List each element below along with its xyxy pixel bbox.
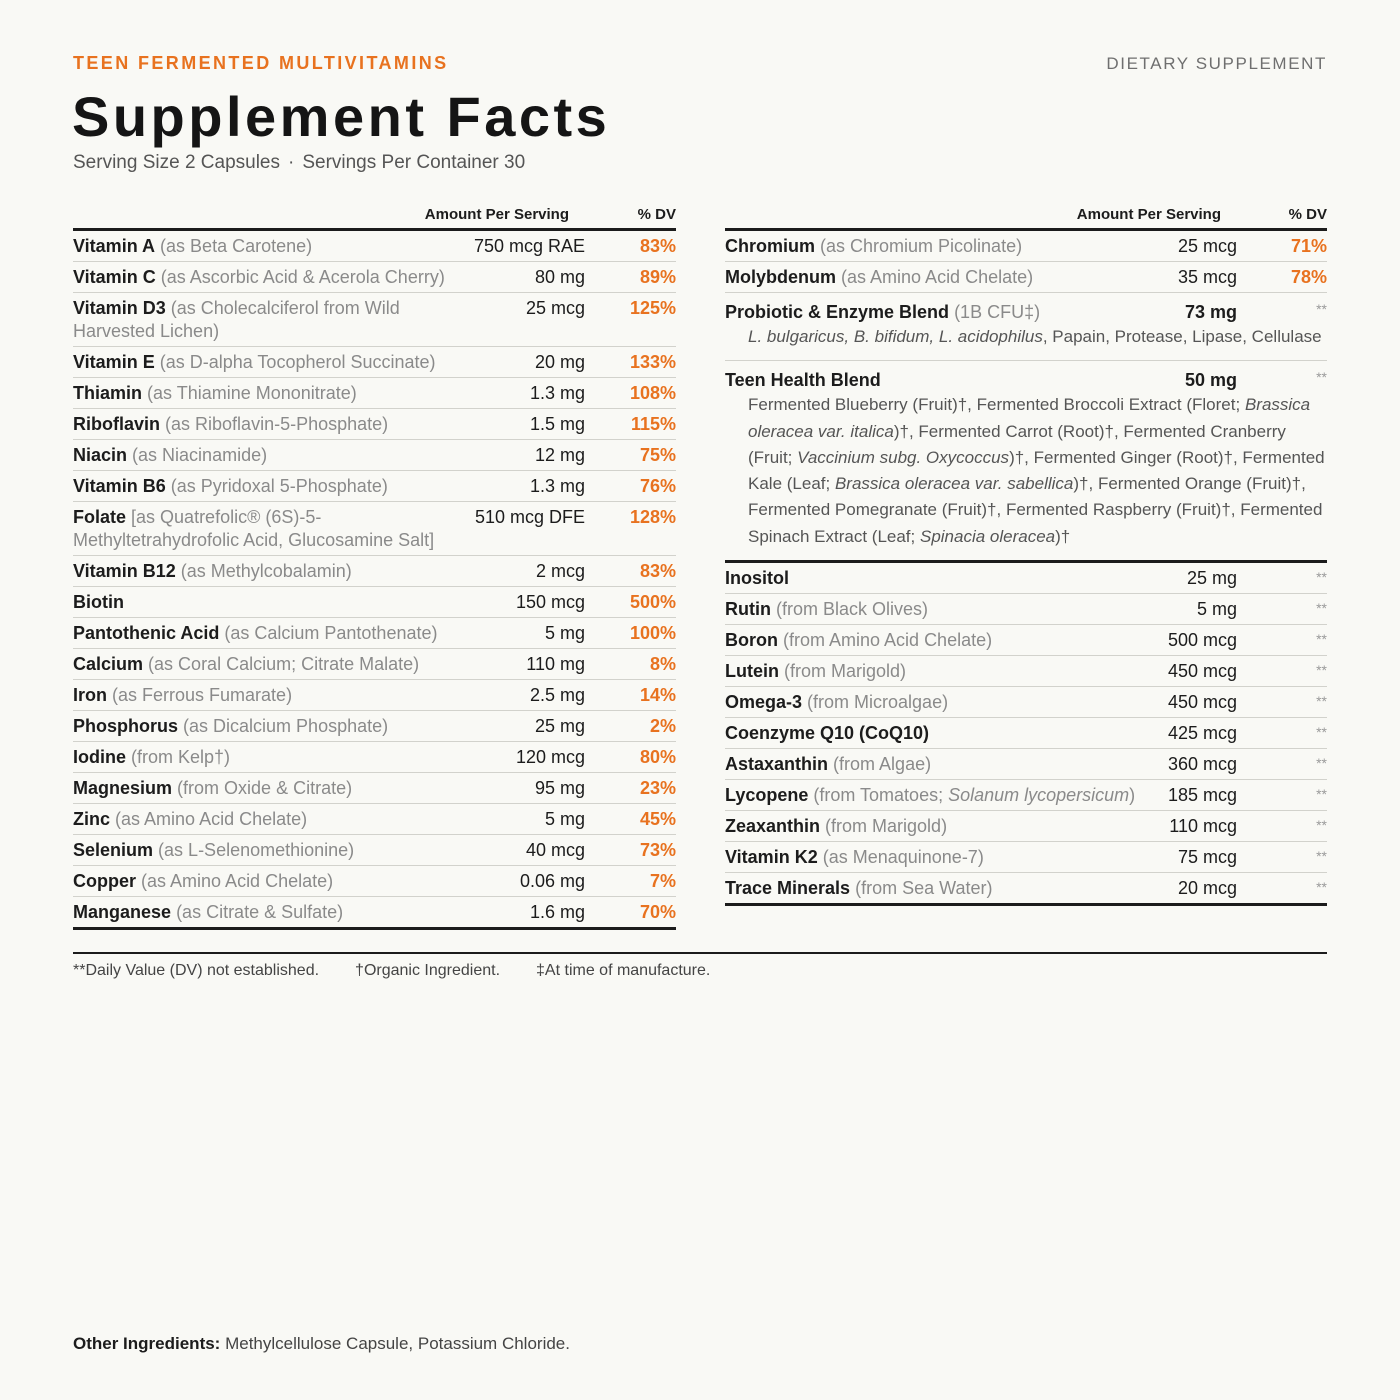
- nutrient-amount: 1.3 mg: [529, 383, 585, 403]
- table-row: [725, 780, 1327, 811]
- nutrient-dv: 100%: [629, 623, 676, 643]
- table-row: [73, 804, 676, 835]
- nutrient-dv: **: [1316, 693, 1327, 710]
- blend-desc-rest: , Papain, Protease, Lipase, Cellulase: [1042, 327, 1322, 346]
- nutrient-source: (as Ascorbic Acid & Acerola Cherry): [160, 267, 445, 287]
- nutrient-source: (as Dicalcium Phosphate): [183, 716, 389, 736]
- table-row: [73, 440, 676, 471]
- nutrient-source-end: ): [1129, 785, 1136, 806]
- nutrient-cell: [73, 471, 483, 501]
- table-row: [73, 897, 676, 930]
- table-row: [725, 842, 1327, 873]
- footnote-dv: **Daily Value (DV) not established.: [73, 962, 320, 979]
- nutrient-name: Vitamin D3: [73, 298, 166, 318]
- nutrient-dv: **: [1316, 879, 1327, 896]
- nutrient-source: (as D-alpha Tocopherol Succinate): [159, 352, 436, 372]
- table-row: [73, 471, 676, 502]
- nutrient-dv: 78%: [1290, 267, 1327, 287]
- blend-note: (1B CFU‡): [954, 302, 1041, 322]
- nutrient-cell: [73, 409, 483, 439]
- nutrient-cell: [725, 594, 1145, 624]
- nutrient-source: (as Riboflavin-5-Phosphate): [165, 414, 389, 434]
- nutrient-cell: [725, 625, 1145, 655]
- nutrient-dv: **: [1316, 755, 1327, 772]
- nutrient-source: (as Calcium Pantothenate): [224, 623, 438, 643]
- blend-description: [748, 392, 1327, 550]
- nutrient-source: (as Niacinamide): [132, 445, 268, 465]
- left-facts-table: [73, 202, 676, 930]
- table-row: [73, 502, 676, 556]
- nutrient-dv: 75%: [639, 445, 676, 465]
- nutrient-source: (as Chromium Picolinate): [820, 236, 1023, 256]
- table-header: [73, 202, 676, 231]
- other-ingredients: [73, 1334, 570, 1354]
- nutrient-cell: [73, 835, 483, 865]
- nutrient-dv: **: [1316, 662, 1327, 679]
- blend-desc-italic: L. bulgaricus, B. bifidum, L. acidophilus: [748, 327, 1043, 346]
- nutrient-cell: [73, 231, 483, 261]
- nutrient-dv: 76%: [639, 476, 676, 496]
- nutrient-amount: 25 mg: [534, 716, 585, 736]
- nutrient-cell: [73, 773, 483, 803]
- nutrient-dv: **: [1316, 848, 1327, 865]
- nutrient-name: Astaxanthin: [725, 754, 829, 775]
- nutrient-cell: [725, 811, 1145, 841]
- table-row: [73, 649, 676, 680]
- desc-part-italic: Brassica oleracea var. sabellica: [834, 474, 1074, 494]
- table-row: [725, 687, 1327, 718]
- nutrient-amount: 1.6 mg: [529, 902, 585, 922]
- nutrient-name: Vitamin A: [73, 236, 156, 256]
- nutrient-amount: 425 mcg: [1167, 723, 1237, 744]
- nutrient-name: Coenzyme Q10 (CoQ10): [725, 723, 930, 744]
- nutrient-name: Thiamin: [73, 383, 143, 403]
- table-row: [73, 262, 676, 293]
- blend-title: Probiotic & Enzyme Blend: [725, 302, 950, 322]
- nutrient-amount: 0.06 mg: [519, 871, 585, 891]
- nutrient-name: Pantothenic Acid: [73, 623, 220, 643]
- page-title: Supplement Facts: [72, 85, 611, 148]
- nutrient-dv: 7%: [649, 871, 676, 891]
- table-row: [725, 563, 1327, 594]
- nutrient-dv: 83%: [639, 561, 676, 581]
- nutrient-cell: [73, 680, 483, 710]
- nutrient-source: (from Black Olives): [776, 599, 929, 620]
- header-dv: % DV: [637, 206, 676, 223]
- nutrient-name: Rutin: [725, 599, 771, 620]
- nutrient-name: Manganese: [73, 902, 172, 922]
- nutrient-name: Folate: [73, 507, 127, 527]
- nutrient-name: Vitamin C: [73, 267, 156, 287]
- nutrient-source: (from Tomatoes;: [813, 785, 949, 806]
- nutrient-cell: [73, 347, 483, 377]
- nutrient-source: (as Citrate & Sulfate): [176, 902, 344, 922]
- nutrient-source: (from Microalgae): [807, 692, 949, 713]
- nutrient-amount: 12 mg: [534, 445, 585, 465]
- probiotic-blend: [725, 293, 1327, 361]
- nutrient-name: Phosphorus: [73, 716, 179, 736]
- table-row: [73, 347, 676, 378]
- nutrient-amount: 35 mcg: [1177, 267, 1237, 287]
- nutrient-source-italic: Solanum lycopersicum: [948, 785, 1130, 806]
- nutrient-name: Lycopene: [725, 785, 809, 806]
- header-dv: % DV: [1288, 206, 1327, 223]
- nutrient-name: Boron: [725, 630, 778, 651]
- table-row: [73, 742, 676, 773]
- nutrient-source: (as Methylcobalamin): [180, 561, 352, 581]
- nutrient-amount: 110 mg: [526, 654, 585, 674]
- nutrient-name: Copper: [73, 871, 136, 891]
- table-row: [73, 587, 676, 618]
- blend-amount: 73 mg: [1184, 302, 1237, 322]
- nutrient-name: Molybdenum: [725, 267, 836, 287]
- nutrient-amount: 150 mcg: [515, 592, 585, 612]
- table-row: [73, 409, 676, 440]
- right-top-rows: [725, 231, 1327, 293]
- right-bottom-rows: [725, 563, 1327, 906]
- nutrient-amount: 25 mcg: [525, 298, 585, 318]
- nutrient-name: Vitamin B12: [73, 561, 176, 581]
- nutrient-amount: 20 mg: [534, 352, 585, 372]
- nutrient-amount: 110 mcg: [1169, 816, 1237, 837]
- right-facts-table: [725, 202, 1327, 906]
- nutrient-amount: 2.5 mg: [529, 685, 585, 705]
- table-row: [73, 773, 676, 804]
- nutrient-dv: 83%: [639, 236, 676, 256]
- desc-part-italic: Brassica oleracea var. italica: [748, 395, 1311, 441]
- nutrient-dv: **: [1316, 569, 1327, 586]
- nutrient-amount: 360 mcg: [1167, 754, 1237, 775]
- nutrient-amount: 25 mg: [1186, 568, 1237, 589]
- table-row: [725, 625, 1327, 656]
- nutrient-cell: [725, 231, 1145, 261]
- nutrient-cell: [73, 587, 483, 617]
- nutrient-name: Chromium: [725, 236, 815, 256]
- nutrient-source: (as Amino Acid Chelate): [841, 267, 1034, 287]
- footnote-organic: †Organic Ingredient.: [355, 962, 501, 979]
- nutrient-amount: 185 mcg: [1167, 785, 1237, 806]
- nutrient-cell: [725, 563, 1145, 593]
- serving-info: [73, 152, 525, 174]
- desc-part: )†: [1055, 526, 1071, 546]
- nutrient-dv: **: [1316, 724, 1327, 741]
- nutrient-amount: 1.5 mg: [529, 414, 585, 434]
- nutrient-name: Zeaxanthin: [725, 816, 821, 837]
- nutrient-amount: 20 mcg: [1177, 878, 1237, 899]
- nutrient-name: Trace Minerals: [725, 878, 851, 899]
- nutrient-source: (as Amino Acid Chelate): [141, 871, 334, 891]
- table-row: [73, 378, 676, 409]
- nutrient-source: (as Beta Carotene): [160, 236, 313, 256]
- nutrient-source: (as L-Selenomethionine): [158, 840, 355, 860]
- nutrient-dv: 73%: [639, 840, 676, 860]
- nutrient-dv: 45%: [639, 809, 676, 829]
- nutrient-source: (as Pyridoxal 5-Phosphate): [170, 476, 388, 496]
- nutrient-name: Biotin: [73, 592, 124, 612]
- table-row: [725, 656, 1327, 687]
- nutrient-source: (as Ferrous Fumarate): [112, 685, 293, 705]
- blend-amount: 50 mg: [1184, 370, 1237, 391]
- nutrient-amount: 5 mg: [544, 623, 585, 643]
- nutrient-amount: 75 mcg: [1177, 847, 1237, 868]
- teen-health-blend: [725, 361, 1327, 563]
- other-ingredients-text: Methylcellulose Capsule, Potassium Chloride.: [225, 1334, 570, 1353]
- nutrient-cell: [73, 897, 483, 927]
- nutrient-amount: 95 mg: [534, 778, 585, 798]
- nutrient-name: Riboflavin: [73, 414, 161, 434]
- nutrient-source: (from Amino Acid Chelate): [783, 630, 993, 651]
- table-row: [73, 835, 676, 866]
- nutrient-source: (as Menaquinone-7): [822, 847, 984, 868]
- nutrient-dv: 80%: [639, 747, 676, 767]
- nutrient-name: Magnesium: [73, 778, 173, 798]
- nutrient-dv: 8%: [649, 654, 676, 674]
- nutrient-cell: [73, 742, 483, 772]
- nutrient-source: [as Quatrefolic® (6S)-5-Methyltetrahydrofolic Acid, Glucosamine Salt]: [73, 507, 435, 550]
- nutrient-cell: [73, 378, 483, 408]
- nutrient-name: Lutein: [725, 661, 779, 682]
- table-row: [725, 873, 1327, 906]
- nutrient-name: Omega-3: [725, 692, 803, 713]
- nutrient-cell: [725, 656, 1145, 686]
- nutrient-dv: **: [1316, 600, 1327, 617]
- nutrient-cell: [73, 293, 483, 346]
- nutrient-source: (from Oxide & Citrate): [177, 778, 353, 798]
- table-row: [725, 811, 1327, 842]
- table-row: [725, 749, 1327, 780]
- nutrient-source: (as Thiamine Mononitrate): [147, 383, 357, 403]
- nutrient-cell: [73, 556, 483, 586]
- nutrient-cell: [73, 649, 483, 679]
- nutrient-source: (from Marigold): [825, 816, 948, 837]
- desc-part: )†, Fermented Orange (Fruit)†, Fermented Pomegranate (Fruit)†, Fermented Raspberry (Fruit)†, Fermented Spinach Extract (Leaf;: [748, 474, 1323, 546]
- nutrient-name: Iodine: [73, 747, 126, 767]
- separator: ·: [288, 152, 295, 173]
- nutrient-dv: 128%: [629, 507, 676, 527]
- desc-part: )†, Fermented Carrot (Root)†, Fermented Cranberry (Fruit;: [748, 421, 1286, 467]
- nutrient-dv: 108%: [629, 383, 676, 403]
- nutrient-cell: [725, 718, 1145, 748]
- nutrient-amount: 500 mcg: [1167, 630, 1237, 651]
- nutrient-dv: 115%: [630, 414, 676, 434]
- nutrient-name: Iron: [73, 685, 107, 705]
- category-label: DIETARY SUPPLEMENT: [1106, 54, 1327, 73]
- table-row: [725, 718, 1327, 749]
- blend-description: [748, 324, 1327, 350]
- nutrient-amount: 5 mg: [1196, 599, 1237, 620]
- servings-per-container: Servings Per Container 30: [302, 152, 526, 173]
- table-row: [73, 680, 676, 711]
- footnote-manufacture: ‡At time of manufacture.: [536, 962, 711, 979]
- nutrient-cell: [73, 502, 483, 555]
- desc-part: Fermented Blueberry (Fruit)†, Fermented Broccoli Extract (Floret;: [748, 395, 1245, 415]
- nutrient-dv: 133%: [629, 352, 676, 372]
- nutrient-source: (from Sea Water): [855, 878, 993, 899]
- nutrient-cell: [725, 687, 1145, 717]
- nutrient-dv: 70%: [639, 902, 676, 922]
- nutrient-amount: 450 mcg: [1167, 661, 1237, 682]
- nutrient-amount: 450 mcg: [1167, 692, 1237, 713]
- nutrient-cell: [725, 842, 1145, 872]
- nutrient-cell: [73, 804, 483, 834]
- nutrient-dv: 23%: [639, 778, 676, 798]
- nutrient-name: Niacin: [73, 445, 128, 465]
- table-row: [73, 556, 676, 587]
- nutrient-amount: 120 mcg: [515, 747, 585, 767]
- left-rows: [73, 231, 676, 930]
- table-row: [725, 231, 1327, 262]
- nutrient-cell: [725, 873, 1145, 903]
- nutrient-source: (as Cholecalciferol from Wild Harvested Lichen): [73, 298, 400, 341]
- footer-divider: [73, 952, 1327, 954]
- nutrient-cell: [73, 618, 483, 648]
- nutrient-source: (from Algae): [833, 754, 932, 775]
- table-row: [725, 262, 1327, 293]
- nutrient-name: Vitamin E: [73, 352, 155, 372]
- desc-part-italic: Vaccinium subg. Oxycoccus: [797, 447, 1010, 467]
- nutrient-dv: 71%: [1290, 236, 1327, 256]
- table-header: [725, 202, 1327, 231]
- nutrient-cell: [73, 866, 483, 896]
- nutrient-dv: **: [1316, 817, 1327, 834]
- desc-part: )†, Fermented Ginger (Root)†, Fermented Kale (Leaf;: [748, 447, 1325, 494]
- nutrient-amount: 2 mcg: [535, 561, 585, 581]
- nutrient-name: Inositol: [725, 568, 789, 589]
- nutrient-name: Vitamin B6: [73, 476, 166, 496]
- other-ingredients-label: Other Ingredients:: [73, 1334, 221, 1353]
- serving-size: Serving Size 2 Capsules: [73, 152, 280, 173]
- nutrient-dv: 14%: [639, 685, 676, 705]
- nutrient-amount: 1.3 mg: [529, 476, 585, 496]
- blend-name: Teen Health Blend: [725, 370, 881, 391]
- nutrient-dv: **: [1316, 786, 1327, 803]
- table-row: [73, 711, 676, 742]
- nutrient-source: (from Kelp†): [131, 747, 231, 767]
- nutrient-name: Zinc: [73, 809, 111, 829]
- nutrient-cell: [73, 711, 483, 741]
- table-row: [73, 293, 676, 347]
- blend-dv: **: [1316, 369, 1327, 386]
- nutrient-dv: 2%: [649, 716, 676, 736]
- table-row: [73, 866, 676, 897]
- nutrient-amount: 750 mcg RAE: [473, 236, 585, 256]
- brand-label: TEEN FERMENTED MULTIVITAMINS: [73, 53, 449, 73]
- nutrient-amount: 80 mg: [534, 267, 585, 287]
- table-row: [73, 231, 676, 262]
- nutrient-name: Vitamin K2: [725, 847, 818, 868]
- desc-part-italic: Spinacia oleracea: [919, 526, 1056, 546]
- table-row: [73, 618, 676, 649]
- nutrient-source: (as Coral Calcium; Citrate Malate): [148, 654, 420, 674]
- header-amount: Amount Per Serving: [424, 206, 569, 223]
- nutrient-dv: 125%: [629, 298, 676, 318]
- nutrient-amount: 510 mcg DFE: [474, 507, 585, 527]
- header-amount: Amount Per Serving: [1076, 206, 1221, 223]
- nutrient-cell: [725, 262, 1145, 292]
- nutrient-name: Calcium: [73, 654, 144, 674]
- nutrient-cell: [73, 262, 483, 292]
- nutrient-cell: [73, 440, 483, 470]
- nutrient-amount: 40 mcg: [525, 840, 585, 860]
- footnotes: [73, 962, 746, 980]
- nutrient-amount: 25 mcg: [1177, 236, 1237, 256]
- nutrient-cell: [725, 749, 1145, 779]
- nutrient-name: Selenium: [73, 840, 154, 860]
- table-row: [725, 594, 1327, 625]
- nutrient-dv: 500%: [629, 592, 676, 612]
- nutrient-amount: 5 mg: [544, 809, 585, 829]
- blend-dv: **: [1316, 301, 1327, 317]
- nutrient-source: (as Amino Acid Chelate): [115, 809, 308, 829]
- nutrient-cell: [725, 780, 1145, 810]
- nutrient-dv: 89%: [639, 267, 676, 287]
- nutrient-dv: **: [1316, 631, 1327, 648]
- nutrient-source: (from Marigold): [784, 661, 907, 682]
